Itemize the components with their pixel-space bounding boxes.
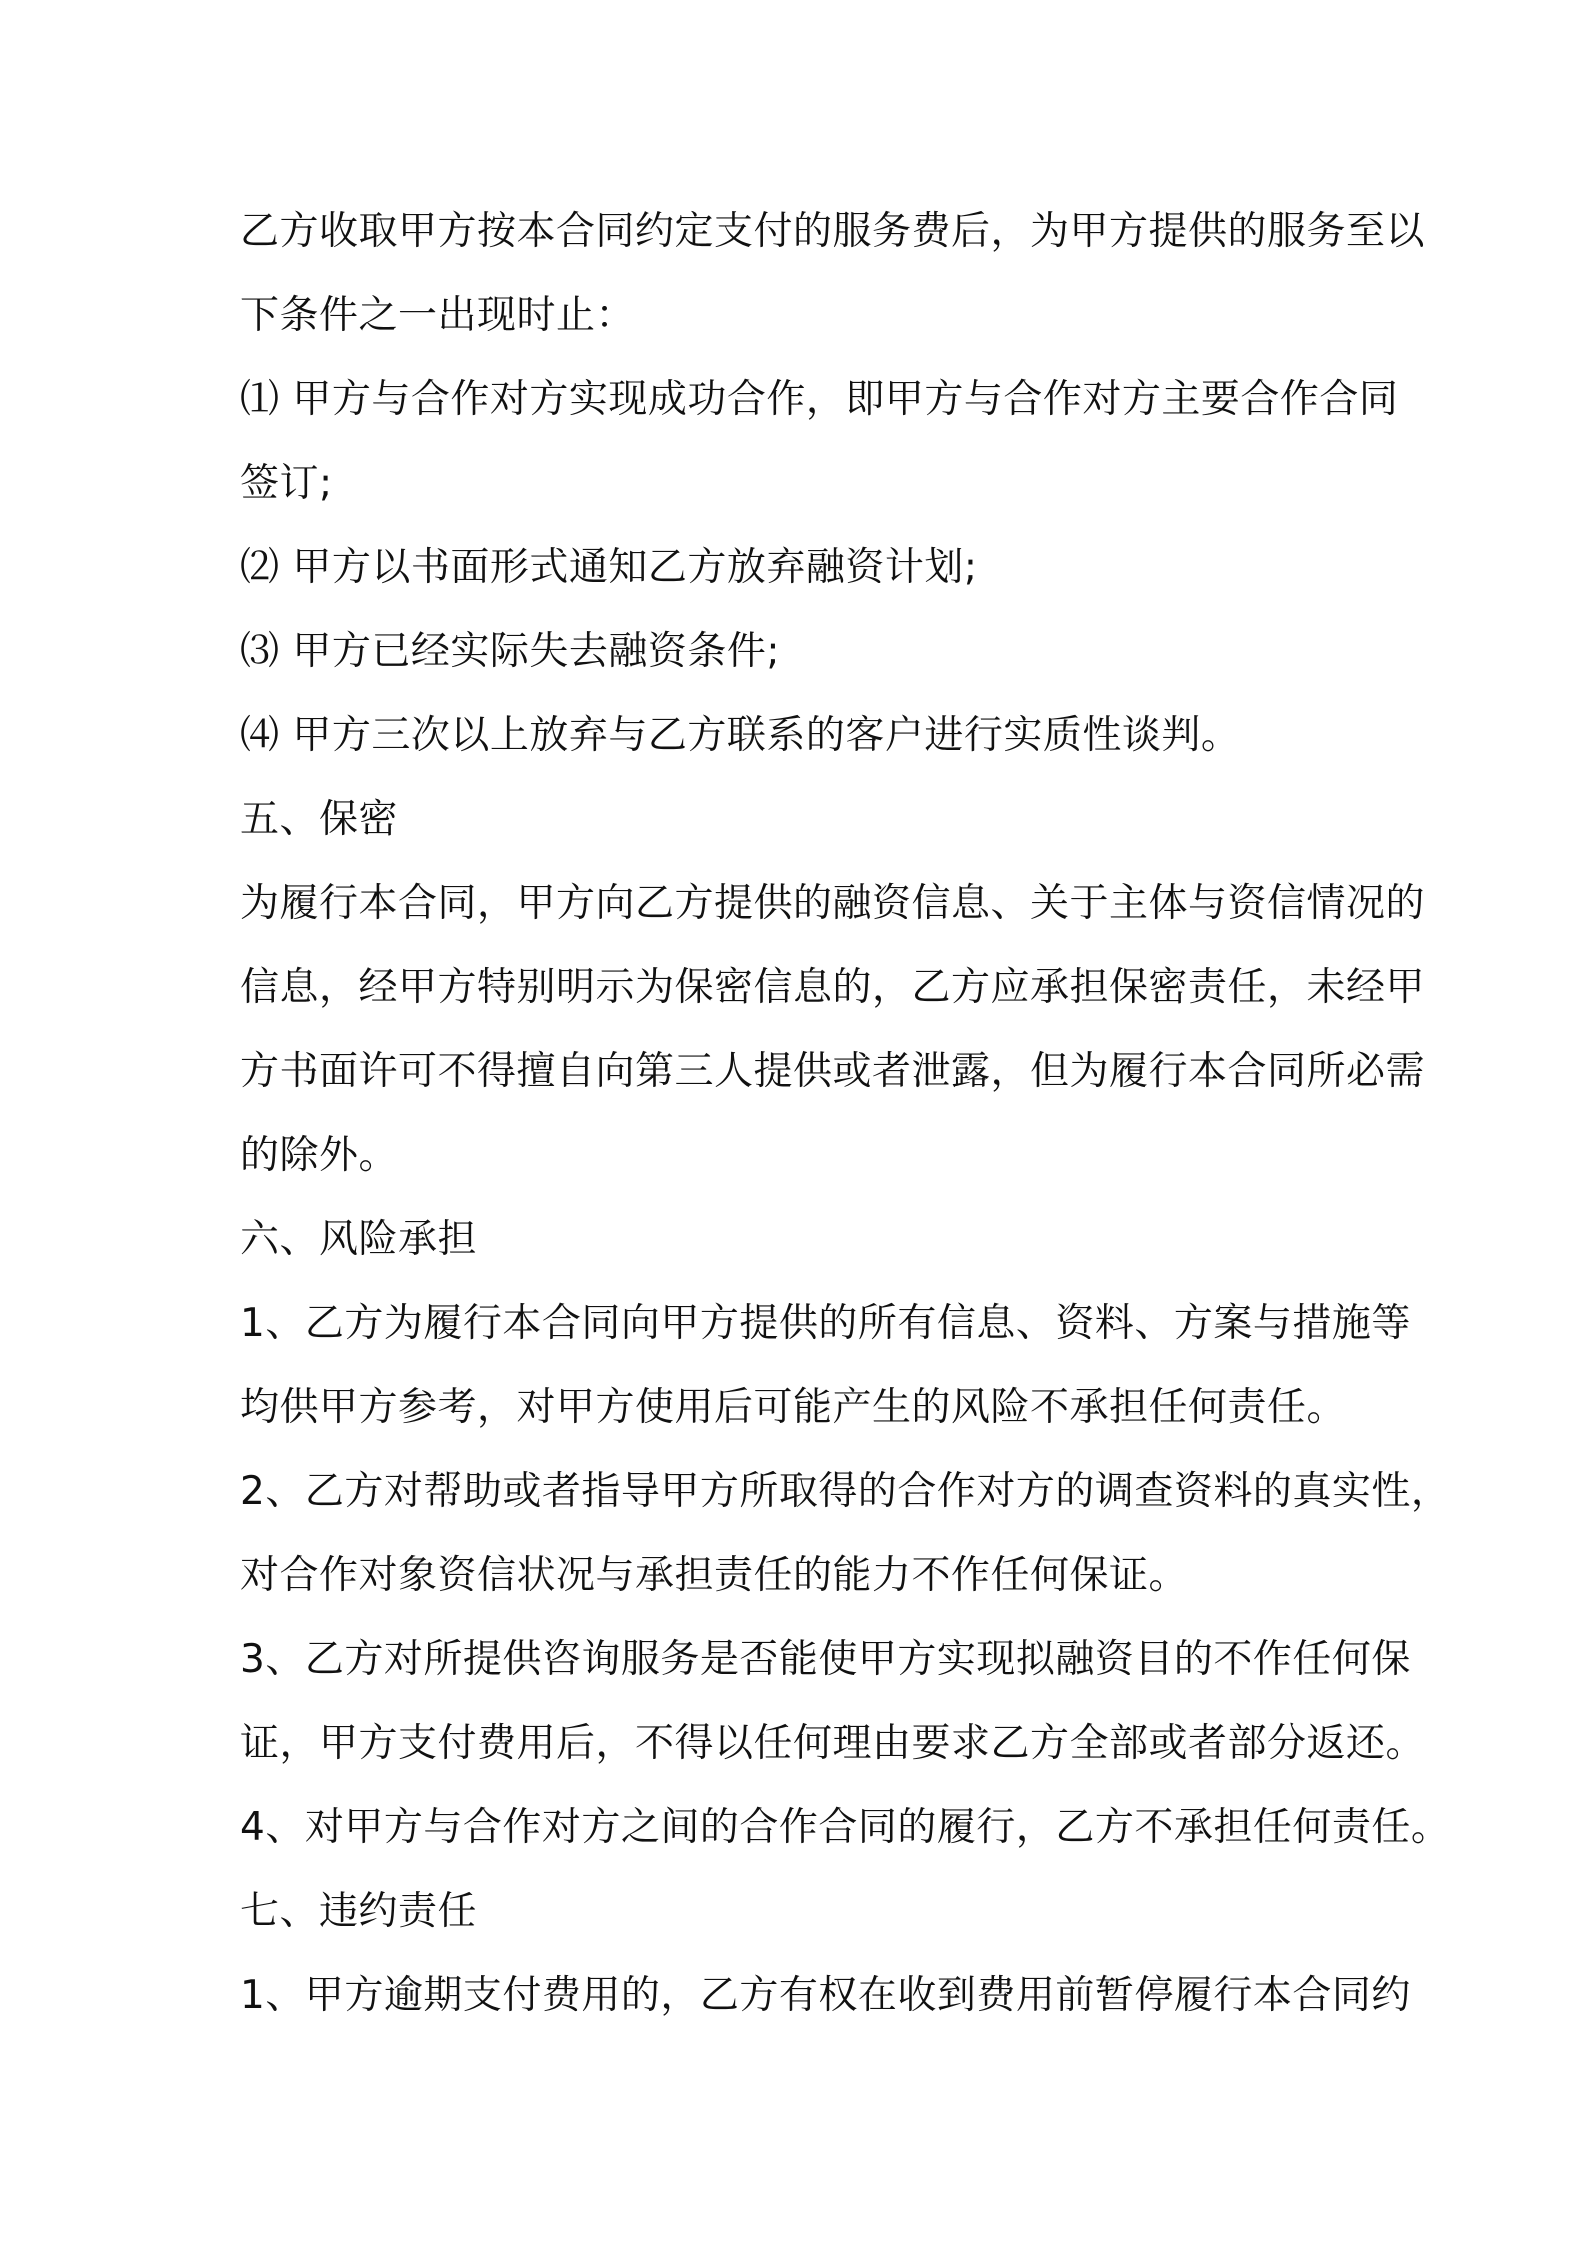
text-line: 证，甲方支付费用后，不得以任何理由要求乙方全部或者部分返还。: [240, 1721, 1426, 1766]
text-line: 方书面许可不得擅自向第三人提供或者泄露，但为履行本合同所必需: [240, 1049, 1426, 1094]
list-item: 1、乙方为履行本合同向甲方提供的所有信息、资料、方案与措施等: [240, 1301, 1411, 1346]
text-line: 的除外。: [240, 1133, 399, 1178]
list-item: 2、乙方对帮助或者指导甲方所取得的合作对方的调查资料的真实性，: [240, 1469, 1451, 1514]
text-line: 下条件之一出现时止：: [240, 293, 636, 338]
text-line: 对合作对象资信状况与承担责任的能力不作任何保证。: [240, 1553, 1189, 1598]
section-heading: 五、保密: [240, 797, 399, 842]
text-line: 为履行本合同，甲方向乙方提供的融资信息、关于主体与资信情况的: [240, 881, 1426, 926]
section-heading: 七、违约责任: [240, 1889, 478, 1934]
text-line: 乙方收取甲方按本合同约定支付的服务费后，为甲方提供的服务至以: [240, 209, 1426, 254]
list-item: 3、乙方对所提供咨询服务是否能使甲方实现拟融资目的不作任何保: [240, 1637, 1411, 1682]
document-page: [240, 190, 1451, 2038]
list-item: 4、对甲方与合作对方之间的合作合同的履行，乙方不承担任何责任。: [240, 1805, 1451, 1850]
list-item: ⑴ 甲方与合作对方实现成功合作，即甲方与合作对方主要合作合同: [240, 377, 1399, 422]
text-line: 均供甲方参考，对甲方使用后可能产生的风险不承担任何责任。: [240, 1385, 1347, 1430]
text-line: 信息，经甲方特别明示为保密信息的，乙方应承担保密责任，未经甲: [240, 965, 1426, 1010]
list-item: ⑷ 甲方三次以上放弃与乙方联系的客户进行实质性谈判。: [240, 713, 1241, 758]
list-item: ⑶ 甲方已经实际失去融资条件;: [240, 629, 781, 674]
text-line: 签订;: [240, 461, 333, 506]
list-item: ⑵ 甲方以书面形式通知乙方放弃融资计划;: [240, 545, 978, 590]
section-heading: 六、风险承担: [240, 1217, 478, 1262]
list-item: 1、甲方逾期支付费用的，乙方有权在收到费用前暂停履行本合同约: [240, 1973, 1411, 2018]
